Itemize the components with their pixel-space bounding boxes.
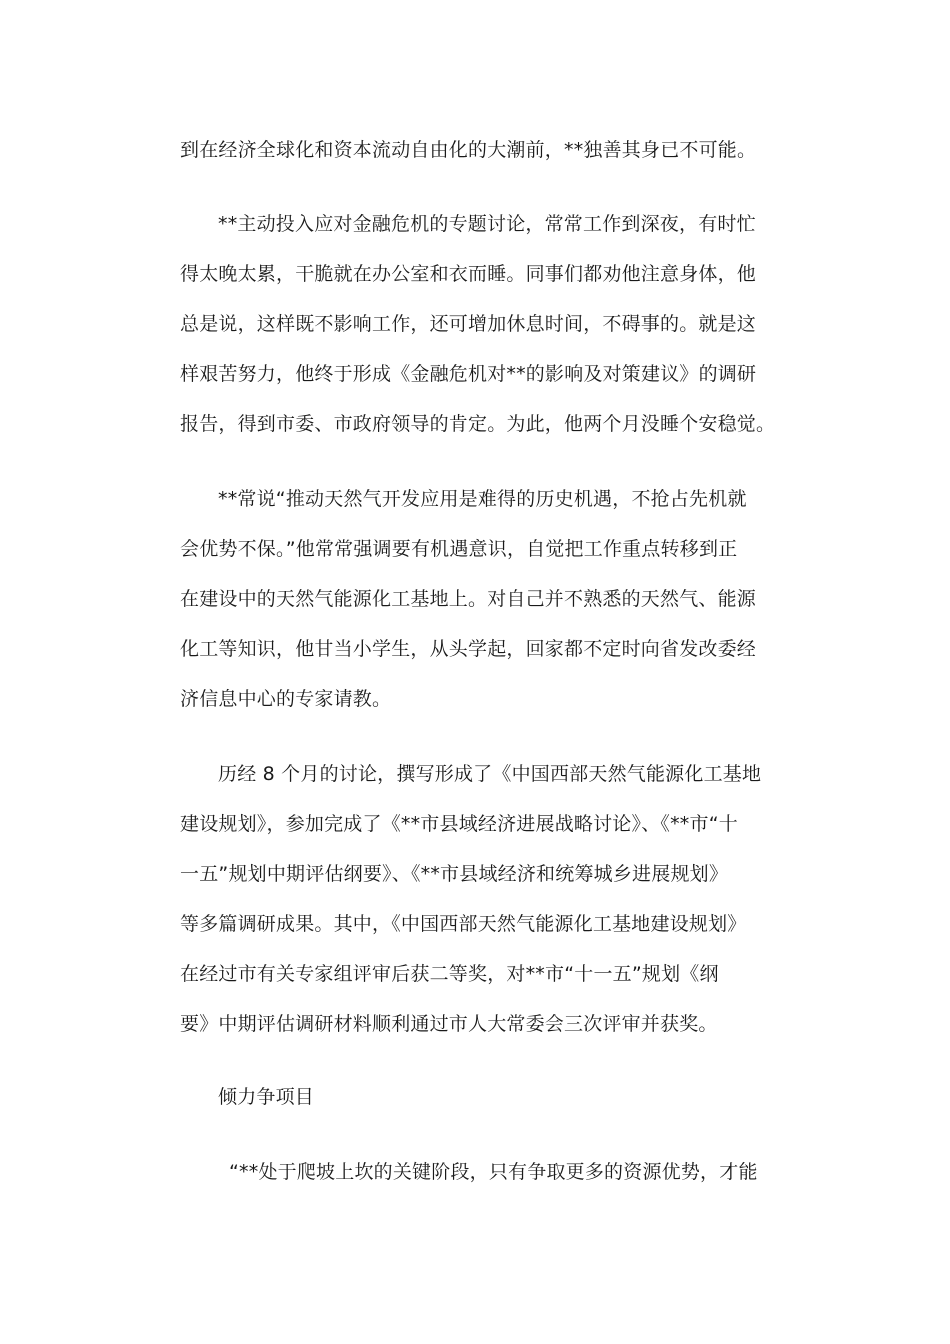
text-line: 报告，得到市委、市政府领导的肯定。为此，他两个月没睡个安稳觉。 xyxy=(180,413,776,435)
text-line: 在经过市有关专家组评审后获二等奖，对**市“十一五”规划《纲 xyxy=(180,963,719,985)
text-line: 样艰苦努力，他终于形成《金融危机对**的影响及对策建议》的调研 xyxy=(180,363,757,385)
text-line: 等多篇调研成果。其中，《中国西部天然气能源化工基地建设规划》 xyxy=(180,913,747,935)
text-line: 建设规划》，参加完成了《**市县域经济进展战略讨论》、《**市“十 xyxy=(180,813,738,835)
text-line: 一五”规划中期评估纲要》、《**市县域经济和统筹城乡进展规划》 xyxy=(180,863,729,885)
paragraph-first-line: **主动投入应对金融危机的专题讨论，常常工作到深夜，有时忙 xyxy=(218,213,756,235)
text-line: 会优势不保。”他常常强调要有机遇意识，自觉把工作重点转移到正 xyxy=(180,538,738,560)
section-heading: 倾力争项目 xyxy=(218,1086,315,1108)
text-line: 在建设中的天然气能源化工基地上。对自己并不熟悉的天然气、能源 xyxy=(180,588,757,610)
text-line: 得太晚太累，干脆就在办公室和衣而睡。同事们都劝他注意身体，他 xyxy=(180,263,757,285)
text-line: 总是说，这样既不影响工作，还可增加休息时间，不碍事的。就是这 xyxy=(180,313,757,335)
paragraph-first-line: “**处于爬坡上坎的关键阶段，只有争取更多的资源优势，才能 xyxy=(229,1161,758,1183)
text-line: 要》中期评估调研材料顺利通过市人大常委会三次评审并获奖。 xyxy=(180,1013,718,1035)
paragraph-first-line: **常说“推动天然气开发应用是难得的历史机遇，不抢占先机就 xyxy=(218,488,747,510)
paragraph-first-line: 历经 8 个月的讨论，撰写形成了《中国西部天然气能源化工基地 xyxy=(218,763,762,785)
text-line: 济信息中心的专家请教。 xyxy=(180,688,392,710)
text-line: 到在经济全球化和资本流动自由化的大潮前，**独善其身已不可能。 xyxy=(180,139,757,161)
text-line: 化工等知识，他甘当小学生，从头学起，回家都不定时向省发改委经 xyxy=(180,638,757,660)
